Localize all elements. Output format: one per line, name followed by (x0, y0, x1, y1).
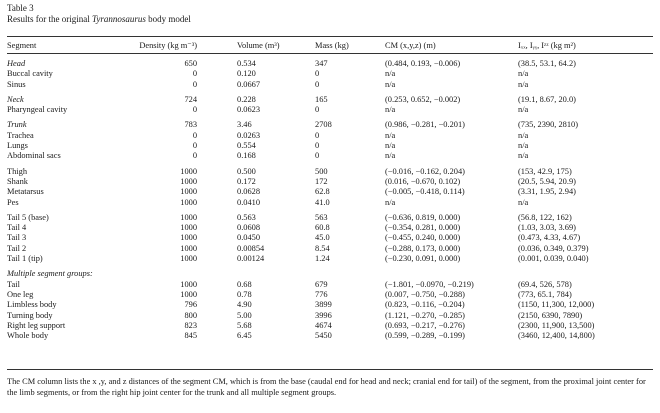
cell-density: 1000 (180, 279, 197, 289)
table-row (7, 151, 653, 161)
group-heading: Multiple segment groups: (7, 269, 93, 279)
cell-segment: Pharyngeal cavity (7, 105, 68, 115)
cell-inertia: (20.5, 5.94, 20.9) (518, 176, 576, 186)
cell-mass: 165 (315, 94, 328, 104)
cell-segment: Lungs (7, 141, 28, 151)
cell-segment: Tail 2 (7, 243, 27, 253)
cell-segment: Limbless body (7, 300, 57, 310)
cell-inertia: (1.03, 3.03, 3.69) (518, 223, 576, 233)
header-segment: Segment (7, 41, 37, 50)
cell-volume: 0.228 (237, 94, 256, 104)
cell-cm: (0.253, 0.652, −0.002) (385, 94, 461, 104)
table-row (7, 131, 653, 141)
table-row (7, 59, 653, 69)
cell-volume: 0.68 (237, 279, 252, 289)
header-mass: Mass (kg) (315, 41, 349, 50)
cell-inertia: (735, 2390, 2810) (518, 120, 579, 130)
cell-mass: 776 (315, 289, 328, 299)
cell-mass: 4674 (315, 320, 332, 330)
cell-segment: Right leg support (7, 320, 66, 330)
cell-segment: Abdominal sacs (7, 151, 61, 161)
cell-density: 1000 (180, 233, 197, 243)
cell-density: 1000 (180, 212, 197, 222)
cell-volume: 0.00854 (237, 243, 265, 253)
group-heading-row (7, 269, 653, 279)
cell-cm: n/a (385, 105, 396, 115)
cell-density: 1000 (180, 223, 197, 233)
cell-volume: 0.563 (237, 212, 256, 222)
cell-inertia: (69.4, 526, 578) (518, 279, 572, 289)
cell-density: 783 (184, 120, 197, 130)
cell-segment: Neck (7, 94, 24, 104)
cell-density: 823 (184, 320, 197, 330)
cell-density: 1000 (180, 243, 197, 253)
cell-cm: (0.484, 0.193, −0.006) (385, 59, 461, 68)
results-table (7, 38, 653, 341)
cell-volume: 0.554 (237, 141, 256, 151)
table-row (7, 331, 653, 341)
cell-cm: (1.121, −0.270, −0.285) (385, 310, 465, 320)
cell-cm: (−0.005, −0.418, 0.114) (385, 187, 465, 197)
cell-volume: 5.68 (237, 320, 252, 330)
header-inertia: Iₓₓ, Iᵧᵧ, Iᶻᶻ (kg m²) (518, 41, 576, 50)
table-row (7, 223, 653, 233)
cell-density: 0 (192, 151, 197, 161)
cell-volume: 0.0263 (237, 130, 261, 140)
cell-mass: 500 (315, 166, 328, 176)
table-caption (7, 3, 191, 24)
header-volume: Volume (m³) (237, 41, 280, 50)
cell-segment: Tail 5 (base) (7, 212, 49, 222)
table-title-prefix: Results for the original (7, 13, 92, 24)
cell-segment: Metatarsus (7, 187, 44, 197)
cell-inertia: n/a (518, 197, 529, 207)
cell-segment: Thigh (7, 166, 28, 176)
cell-segment: Trachea (7, 130, 34, 140)
cell-inertia: (38.5, 53.1, 64.2) (518, 59, 576, 68)
cell-volume: 0.0410 (237, 197, 261, 207)
table-row (7, 311, 653, 321)
cell-mass: 0 (315, 141, 320, 151)
cell-volume: 5.00 (237, 310, 252, 320)
cell-cm: (−0.354, 0.281, 0.000) (385, 223, 461, 233)
cell-density: 0 (192, 141, 197, 151)
cell-segment: One leg (7, 289, 34, 299)
cell-segment: Buccal cavity (7, 69, 53, 79)
table-row (7, 141, 653, 151)
table-row (7, 321, 653, 331)
cell-cm: (−0.016, −0.162, 0.204) (385, 166, 465, 176)
cell-inertia: (773, 65.1, 784) (518, 289, 572, 299)
cell-inertia: (2150, 6390, 7890) (518, 310, 583, 320)
cell-cm: (0.986, −0.281, −0.201) (385, 120, 465, 130)
cell-cm: (−0.636, 0.819, 0.000) (385, 212, 461, 222)
cell-segment: Tail (7, 279, 20, 289)
cell-density: 796 (184, 300, 197, 310)
cell-cm: (0.016, −0.670, 0.102) (385, 176, 461, 186)
cell-mass: 0 (315, 105, 320, 115)
cell-volume: 0.0667 (237, 79, 261, 89)
table-row (7, 167, 653, 177)
cell-inertia: n/a (518, 130, 529, 140)
cell-segment: Shank (7, 176, 28, 186)
table-row (7, 290, 653, 300)
cell-density: 1000 (180, 254, 197, 264)
cell-volume: 0.00124 (237, 254, 265, 264)
cell-cm: n/a (385, 69, 396, 79)
cell-mass: 0 (315, 69, 320, 79)
cell-density: 650 (184, 59, 197, 68)
cell-volume: 4.90 (237, 300, 252, 310)
cell-density: 800 (184, 310, 197, 320)
table-row (7, 69, 653, 79)
cell-cm: (0.823, −0.116, −0.204) (385, 300, 465, 310)
header-cm: CM (x,y,z) (m) (385, 41, 436, 50)
cell-cm: n/a (385, 197, 396, 207)
cell-mass: 1.24 (315, 254, 330, 264)
table-number: Table 3 (7, 3, 34, 13)
cell-segment: Trunk (7, 120, 27, 130)
cell-inertia: (153, 42.9, 175) (518, 166, 572, 176)
cell-volume: 0.78 (237, 289, 252, 299)
cell-cm: n/a (385, 141, 396, 151)
cell-volume: 0.534 (237, 59, 256, 68)
cell-segment: Sinus (7, 79, 26, 89)
table-body (7, 59, 653, 341)
cell-density: 1000 (180, 289, 197, 299)
table-footnote: The CM column lists the x ,y, and z distances of the segment CM, which is from the base (caudal end for head and neck; cranial end for tail) of the segment, from the proximal joint center for the limb segments, or from the right hip joint center for the trunk and all multiple segment groups. (7, 377, 646, 397)
cell-cm: n/a (385, 79, 396, 89)
cell-cm: (−0.288, 0.173, 0.000) (385, 243, 461, 253)
cell-density: 0 (192, 105, 197, 115)
cell-density: 845 (184, 331, 197, 341)
cell-density: 0 (192, 130, 197, 140)
cell-volume: 0.168 (237, 151, 256, 161)
cell-inertia: (1150, 11,300, 12,000) (518, 300, 595, 310)
cell-inertia: n/a (518, 69, 529, 79)
cell-volume: 3.46 (237, 120, 252, 130)
table-row (7, 198, 653, 208)
cell-inertia: n/a (518, 141, 529, 151)
cell-volume: 0.0628 (237, 187, 261, 197)
cell-mass: 2708 (315, 120, 332, 130)
cell-mass: 0 (315, 130, 320, 140)
cell-mass: 60.8 (315, 223, 330, 233)
cell-inertia: (56.8, 122, 162) (518, 212, 572, 222)
cell-inertia: (3.31, 1.95, 2.94) (518, 187, 576, 197)
cell-inertia: (0.036, 0.349, 0.379) (518, 243, 589, 253)
cell-cm: (−0.230, 0.091, 0.000) (385, 254, 461, 264)
cell-cm: (−0.455, 0.240, 0.000) (385, 233, 461, 243)
cell-inertia: (0.001, 0.039, 0.040) (518, 254, 589, 264)
cell-density: 1000 (180, 187, 197, 197)
table-row (7, 120, 653, 130)
cell-density: 1000 (180, 176, 197, 186)
top-rule (7, 36, 653, 37)
cell-volume: 6.45 (237, 331, 252, 341)
cell-density: 0 (192, 79, 197, 89)
cell-volume: 0.172 (237, 176, 256, 186)
table-row (7, 187, 653, 197)
cell-density: 1000 (180, 166, 197, 176)
cell-volume: 0.500 (237, 166, 256, 176)
cell-mass: 62.8 (315, 187, 330, 197)
table-row (7, 300, 653, 310)
cell-inertia: (2300, 11,900, 13,500) (518, 320, 595, 330)
cell-mass: 563 (315, 212, 328, 222)
table-row (7, 177, 653, 187)
table-row (7, 233, 653, 243)
cell-volume: 0.0450 (237, 233, 261, 243)
table-row (7, 95, 653, 105)
cell-volume: 0.0623 (237, 105, 261, 115)
cell-density: 1000 (180, 197, 197, 207)
table-title-italic: Tyrannosaurus (92, 13, 146, 24)
cell-volume: 0.0608 (237, 223, 261, 233)
cell-mass: 679 (315, 279, 328, 289)
cell-cm: (−1.801, −0.0970, −0.219) (385, 279, 474, 289)
cell-inertia: n/a (518, 151, 529, 161)
cell-segment: Tail 1 (tip) (7, 254, 43, 264)
cell-cm: (0.599, −0.289, −0.199) (385, 331, 465, 341)
cell-density: 724 (184, 94, 197, 104)
cell-segment: Head (7, 59, 26, 68)
cell-density: 0 (192, 69, 197, 79)
cell-segment: Whole body (7, 331, 49, 341)
header-row (7, 38, 653, 54)
cell-mass: 3996 (315, 310, 332, 320)
cell-mass: 45.0 (315, 233, 330, 243)
cell-inertia: (3460, 12,400, 14,800) (518, 331, 595, 341)
cell-mass: 172 (315, 176, 328, 186)
cell-inertia: (0.473, 4.33, 4.67) (518, 233, 581, 243)
cell-volume: 0.120 (237, 69, 256, 79)
cell-inertia: n/a (518, 105, 529, 115)
cell-cm: (0.693, −0.217, −0.276) (385, 320, 465, 330)
cell-mass: 0 (315, 79, 320, 89)
cell-segment: Tail 3 (7, 233, 27, 243)
cell-mass: 3899 (315, 300, 332, 310)
cell-segment: Turning body (7, 310, 53, 320)
table-title (7, 14, 191, 25)
cell-mass: 8.54 (315, 243, 330, 253)
cell-cm: n/a (385, 130, 396, 140)
table-row (7, 105, 653, 115)
cell-mass: 41.0 (315, 197, 330, 207)
header-density: Density (kg m⁻³) (139, 41, 197, 50)
cell-inertia: n/a (518, 79, 529, 89)
cell-mass: 347 (315, 59, 328, 68)
table-row (7, 280, 653, 290)
table-title-suffix: body model (145, 13, 191, 24)
cell-segment: Tail 4 (7, 223, 27, 233)
cell-cm: (0.007, −0.750, −0.288) (385, 289, 465, 299)
table-row (7, 244, 653, 254)
table-row (7, 213, 653, 223)
cell-mass: 0 (315, 151, 320, 161)
table-row (7, 254, 653, 264)
table-row (7, 80, 653, 90)
bottom-rule (7, 369, 653, 370)
cell-mass: 5450 (315, 331, 332, 341)
cell-inertia: (19.1, 8.67, 20.0) (518, 94, 576, 104)
cell-segment: Pes (7, 197, 19, 207)
cell-cm: n/a (385, 151, 396, 161)
